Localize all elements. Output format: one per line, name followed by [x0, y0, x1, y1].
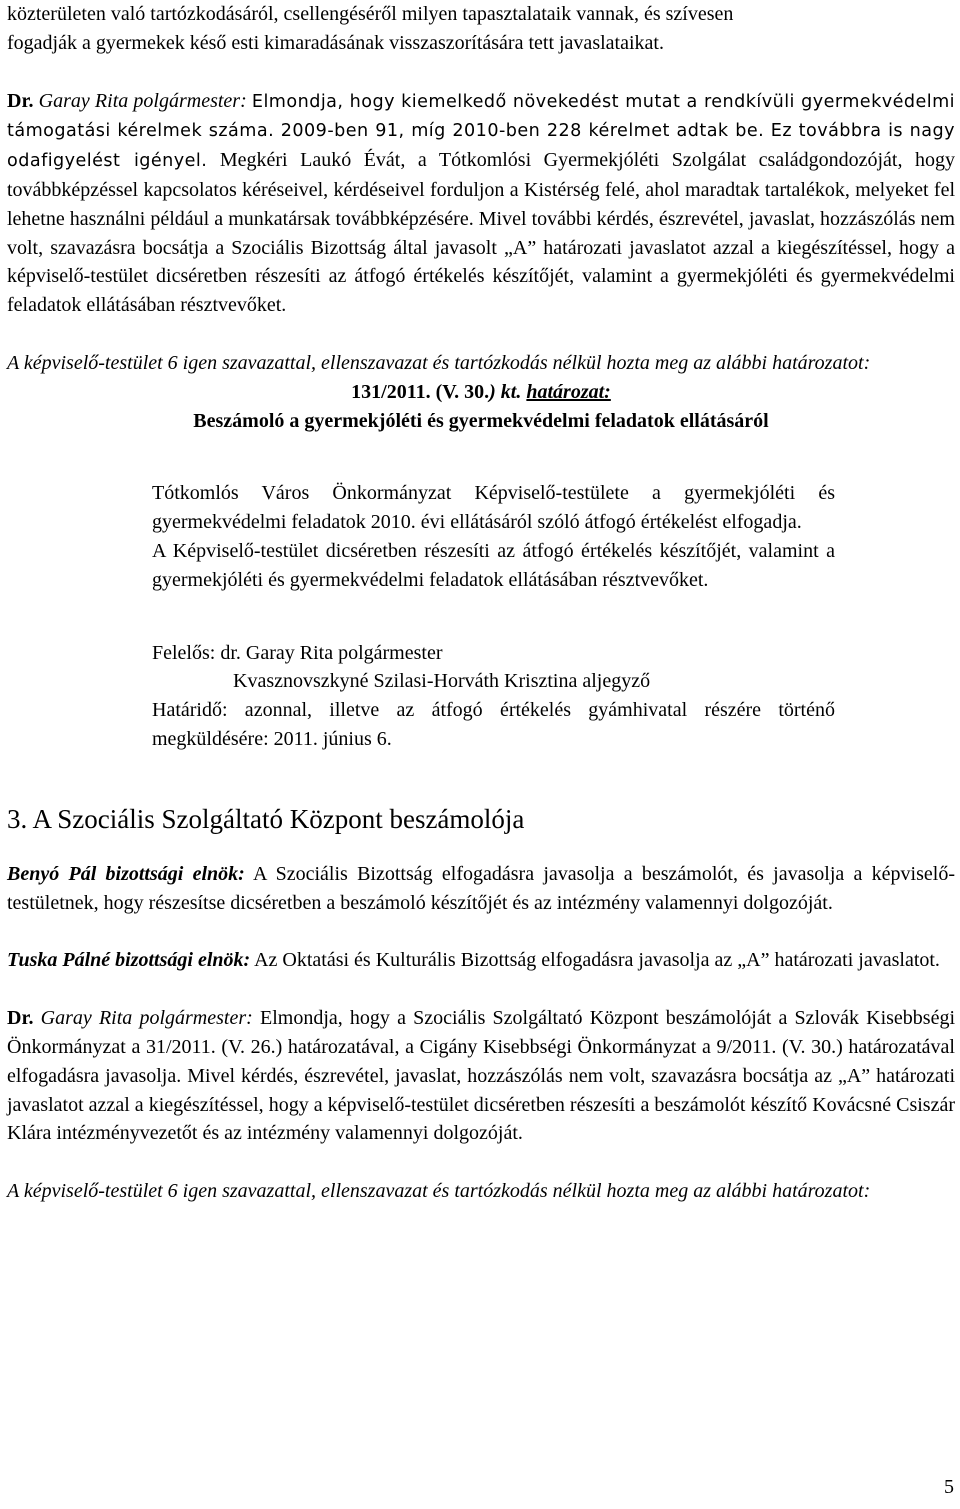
top-paragraph-line2: fogadják a gyermekek késő esti kimaradásának visszaszorítására tett javaslataikat. — [7, 31, 664, 54]
vote-statement-2: A képviselő-testület 6 igen szavazattal, ellenszavazat és tartózkodás nélkül hozta meg az alábbi határozatot: — [7, 1180, 871, 1203]
section-3-heading: 3. A Szociális Szolgáltató Központ beszámolója — [7, 803, 525, 834]
mayor-speech-2-text: Elmondja, hogy a Szociális Szolgáltató Központ beszámolóját a Szlovák Kisebbségi Önkormányzat a 31/2011. (V. 26.) határozatával, a Cigány Kisebbségi Önkormányzat a 9/2011. (V. 30.) határozatával elfogadásra javasolja. Mivel kérdés, észrevétel, javaslat, hozzászólás nem volt, szavazásra bocsátja az „A” határozati javaslatot azzal a kiegészítéssel, hogy a képviselő-testület dicséretben részesíti a beszámolót készítő Kovácsné Csiszár Klára intézményvezetőt és az intézmény valamennyi dolgozóját. — [7, 1007, 956, 1145]
responsible-line: Felelős: dr. Garay Rita polgármester — [152, 641, 443, 664]
vote-statement-1: A képviselő-testület 6 igen szavazattal, ellenszavazat és tartózkodás nélkül hozta meg az alábbi határozatot: — [7, 351, 871, 374]
speaker-name-2: Garay Rita polgármester: — [40, 1007, 253, 1030]
responsible-line-2: Kvasznovszkyné Szilasi-Horváth Krisztina aljegyző — [233, 670, 651, 693]
deadline-line: Határidő: azonnal, illetve az átfogó értékelés gyámhivatal részére történő megküldésére: 2011. június 6. — [152, 699, 835, 750]
mayor-speech-2 — [7, 1004, 955, 1148]
resolution-para-1: Tótkomlós Város Önkormányzat Képviselő-testülete a gyermekjóléti és gyermekvédelmi feladatok 2010. évi ellátásáról szóló átfogó értékelést elfogadja. — [152, 482, 835, 534]
speech-serif-text: Megkéri Laukó Évát, a Tótkomlósi Gyermekjóléti Szolgálat családgondozóját, hogy továbbképzéssel kapcsolatos kéréseivel, kérdéseivel forduljon a Kistérség felé, ahol maradtak tartalékok, melyeket fel lehetne használni például a munkatársak továbbképzésére. Mivel további kérdés, észrevétel, javaslat, hozzászólás nem volt, szavazásra bocsátja a Szociális Bizottság által javasolt „A” határozati javaslatot azzal a kiegészítéssel, hogy a képviselő-testület dicséretben részesíti az átfogó értékelés készítőjét, valamint a gyermekjóléti és gyermekvédelmi feladatok ellátásában résztvevőket. — [7, 149, 955, 317]
speaker-name: Garay Rita polgármester: — [38, 89, 247, 112]
page-number: 5 — [944, 1476, 954, 1498]
resolution-number-text: 131/2011. (V. 30. — [351, 380, 490, 403]
tuska-text: Az Oktatási és Kulturális Bizottság elfogadásra javasolja az „A” határozati javaslatot. — [254, 949, 940, 972]
tuska-statement — [7, 946, 955, 975]
resolution-number-suffix: ) kt. — [489, 380, 522, 403]
resolution-label: határozat: — [526, 380, 611, 403]
benyo-statement — [7, 860, 955, 918]
speaker-dr-prefix: Dr. — [7, 89, 34, 112]
benyo-speaker: Benyó Pál bizottsági elnök: — [7, 862, 245, 885]
top-paragraph-line1: közterületen való tartózkodásáról, csellengéséről milyen tapasztalataik vannak, és szívesen — [7, 3, 734, 25]
top-paragraph — [7, 0, 955, 58]
tuska-speaker: Tuska Pálné bizottsági elnök: — [7, 949, 251, 972]
resolution-para-2: A Képviselő-testület dicséretben részesíti az átfogó értékelés készítőjét, valamint a gyermekjóléti és gyermekvédelmi feladatok ellátásában résztvevőket. — [152, 539, 835, 591]
mayor-speech-1 — [7, 87, 955, 320]
document-page — [7, 0, 955, 1206]
speaker-dr-prefix-2: Dr. — [7, 1007, 34, 1030]
resolution-title: Beszámoló a gyermekjóléti és gyermekvédelmi feladatok ellátásáról — [193, 409, 769, 432]
benyo-text: A Szociális Bizottság elfogadásra javasolja a beszámolót, és javasolja a képviselő-testületnek, hogy részesítse dicséretben a beszámoló készítőjét és az intézmény valamennyi dolgozóját. — [7, 862, 955, 914]
speech-sans-text: Elmondja, hogy kiemelkedő növekedést mutat a rendkívüli gyermekvédelmi támogatási kérelmek száma. 2009-ben 91, míg 2010-ben 228 kérelmet adtak be. Ez továbbra is nagy odafigyelést igényel. — [7, 91, 956, 172]
resolution-number — [7, 378, 955, 407]
